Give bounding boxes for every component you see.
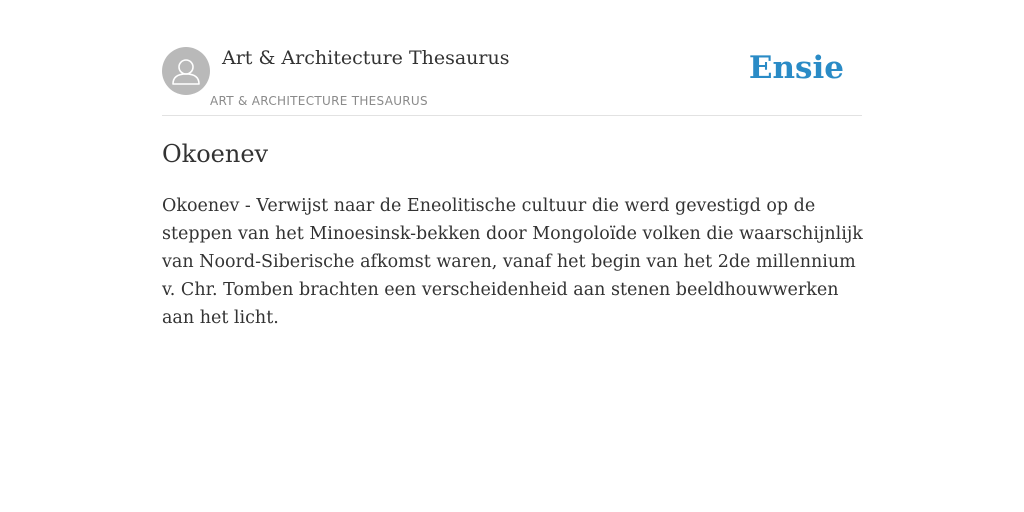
source-avatar[interactable] bbox=[162, 47, 210, 95]
source-title[interactable]: Art & Architecture Thesaurus bbox=[222, 47, 510, 69]
content-container bbox=[162, 0, 863, 328]
article-title: Okoenev bbox=[162, 140, 269, 168]
user-silhouette-icon bbox=[162, 47, 210, 95]
source-subtitle[interactable]: ART & ARCHITECTURE THESAURUS bbox=[210, 94, 428, 108]
brand-logo[interactable]: Ensie bbox=[748, 50, 844, 86]
source-header bbox=[162, 0, 862, 116]
article-body: Okoenev - Verwijst naar de Eneolitische cultuur die werd gevestigd op de steppen van het Minoesinsk-bekken door Mongoloïde volken die waarschijnlijk van Noord-Siberische afkomst waren, vanaf het begin van het 2de millennium v. Chr. Tomben brachten een verscheidenheid aan stenen beeldhouwwerken aan het licht. bbox=[162, 196, 863, 328]
